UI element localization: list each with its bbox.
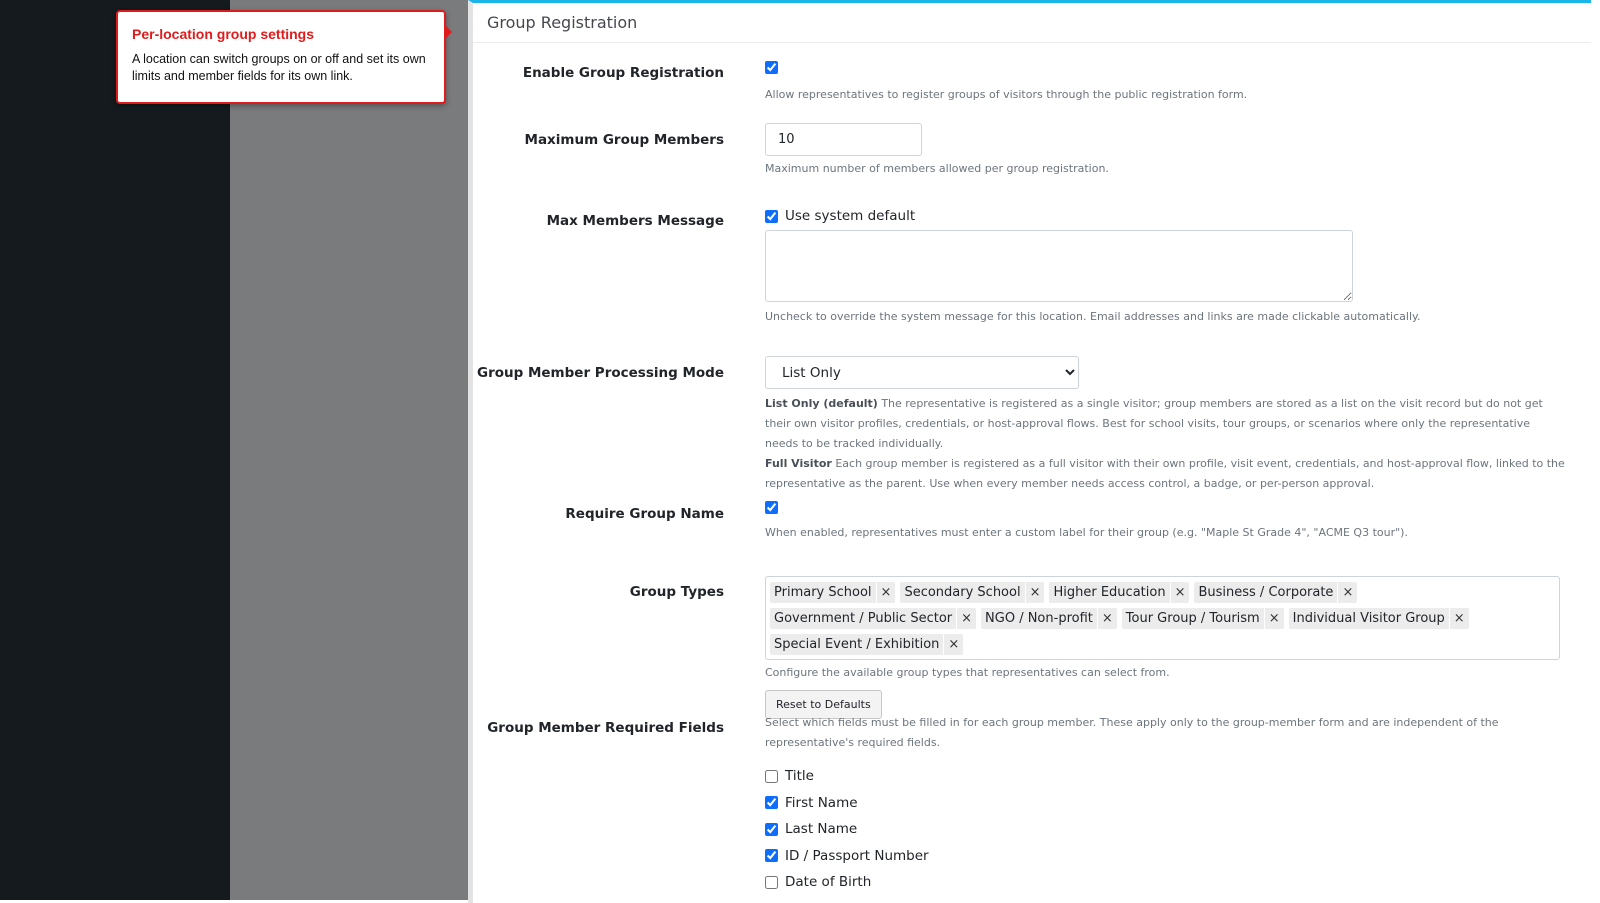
remove-tag-icon[interactable]: × [1449, 608, 1469, 629]
required-field-checkbox[interactable] [765, 823, 778, 836]
required-field-label: Title [785, 768, 814, 785]
group-type-tag-label: NGO / Non-profit [985, 611, 1093, 626]
enable-group-help: Allow representatives to register groups of visitors through the public registration form. [765, 88, 1248, 101]
group-type-tag [900, 582, 1044, 603]
require-name-label: Require Group Name [565, 506, 724, 522]
group-type-tag-label: Business / Corporate [1198, 585, 1334, 600]
remove-tag-icon[interactable]: × [1097, 608, 1117, 629]
required-field-checkbox[interactable] [765, 849, 778, 862]
group-type-tag-label: Higher Education [1053, 585, 1166, 600]
callout-pointer [446, 26, 452, 38]
enable-group-label: Enable Group Registration [522, 65, 724, 81]
max-members-input[interactable] [765, 123, 922, 156]
callout-title: Per-location group settings [132, 26, 315, 42]
tooltip-callout [116, 10, 446, 104]
max-message-label: Max Members Message [546, 213, 724, 229]
list-only-text: The representative is registered as a single visitor; group members are stored as a list on the visit record but do not get their own visitor profiles, credentials, or host-approval flows. Best for school visits, tour groups, or scenarios where only the representative needs to be tracked individually. [765, 397, 1543, 450]
group-type-tag-label: Individual Visitor Group [1292, 611, 1445, 626]
group-type-tag-label: Special Event / Exhibition [774, 637, 940, 652]
remove-tag-icon[interactable]: × [943, 634, 963, 655]
group-type-tag [1049, 582, 1189, 603]
required-field-label: Last Name [785, 821, 858, 838]
required-field-option[interactable] [765, 869, 1565, 896]
max-message-textarea[interactable] [765, 230, 1353, 302]
max-message-help: Uncheck to override the system message for this location. Email addresses and links are made clickable automatically. [765, 310, 1421, 323]
use-default-label: Use system default [785, 208, 916, 224]
group-types-label: Group Types [629, 584, 724, 600]
required-field-label: ID / Passport Number [785, 847, 929, 864]
remove-tag-icon[interactable]: × [1170, 582, 1190, 603]
processing-mode-label: Group Member Processing Mode [476, 365, 724, 381]
group-registration-card [468, 0, 1591, 903]
full-visitor-title: Full Visitor [765, 457, 832, 470]
remove-tag-icon[interactable]: × [1264, 608, 1284, 629]
required-field-option[interactable] [765, 816, 1565, 843]
full-visitor-text: Each group member is registered as a full visitor with their own profile, visit event, credentials, and host-approval flow, linked to the representative as the parent. Use when every member needs access control, a badge, or per-person approval. [765, 457, 1565, 490]
enable-group-checkbox[interactable] [765, 61, 778, 74]
required-fields-label: Group Member Required Fields [487, 720, 724, 736]
required-field-label: Date of Birth [785, 874, 872, 891]
group-type-tag [1289, 608, 1469, 629]
group-type-tag [981, 608, 1117, 629]
remove-tag-icon[interactable]: × [876, 582, 896, 603]
required-field-checkbox[interactable] [765, 796, 778, 809]
group-type-tag-label: Government / Public Sector [774, 611, 953, 626]
remove-tag-icon[interactable]: × [956, 608, 976, 629]
required-field-option[interactable] [765, 790, 1565, 817]
group-types-help: Configure the available group types that representatives can select from. [765, 666, 1170, 679]
group-type-tag [1194, 582, 1357, 603]
group-type-tag-label: Primary School [774, 585, 872, 600]
processing-mode-help [765, 394, 1565, 494]
required-field-label: First Name [785, 794, 858, 811]
use-default-checkbox[interactable] [765, 210, 778, 223]
required-fields-list [765, 763, 1565, 896]
group-type-tag-label: Secondary School [904, 585, 1021, 600]
list-only-title: List Only (default) [765, 397, 878, 410]
card-title: Group Registration [473, 3, 1591, 43]
required-field-option[interactable] [765, 763, 1565, 790]
callout-body: A location can switch groups on or off and set its own limits and member fields for its own link. [132, 52, 426, 83]
remove-tag-icon[interactable]: × [1025, 582, 1045, 603]
reset-defaults-button[interactable]: Reset to Defaults [765, 690, 882, 719]
group-type-tag-label: Tour Group / Tourism [1125, 611, 1260, 626]
required-fields-help: Select which fields must be filled in for each group member. These apply only to the group-member form and are independent of the representative's required fields. [765, 716, 1499, 749]
required-field-checkbox[interactable] [765, 876, 778, 889]
require-name-checkbox[interactable] [765, 501, 778, 514]
use-default-option[interactable] [765, 208, 1420, 224]
group-type-tag [770, 582, 895, 603]
require-name-help: When enabled, representatives must enter a custom label for their group (e.g. "Maple St Grade 4", "ACME Q3 tour"). [765, 526, 1408, 539]
max-members-label: Maximum Group Members [524, 132, 724, 148]
group-types-tag-input[interactable] [765, 576, 1560, 660]
modal-overlay [230, 0, 468, 900]
required-field-checkbox[interactable] [765, 770, 778, 783]
remove-tag-icon[interactable]: × [1337, 582, 1357, 603]
group-type-tag [1122, 608, 1284, 629]
max-members-help: Maximum number of members allowed per group registration. [765, 162, 1109, 175]
sidebar-background [0, 0, 230, 900]
group-type-tag [770, 608, 976, 629]
group-type-tag [770, 634, 963, 655]
required-field-option[interactable] [765, 843, 1565, 870]
processing-mode-select[interactable] [765, 356, 1079, 389]
